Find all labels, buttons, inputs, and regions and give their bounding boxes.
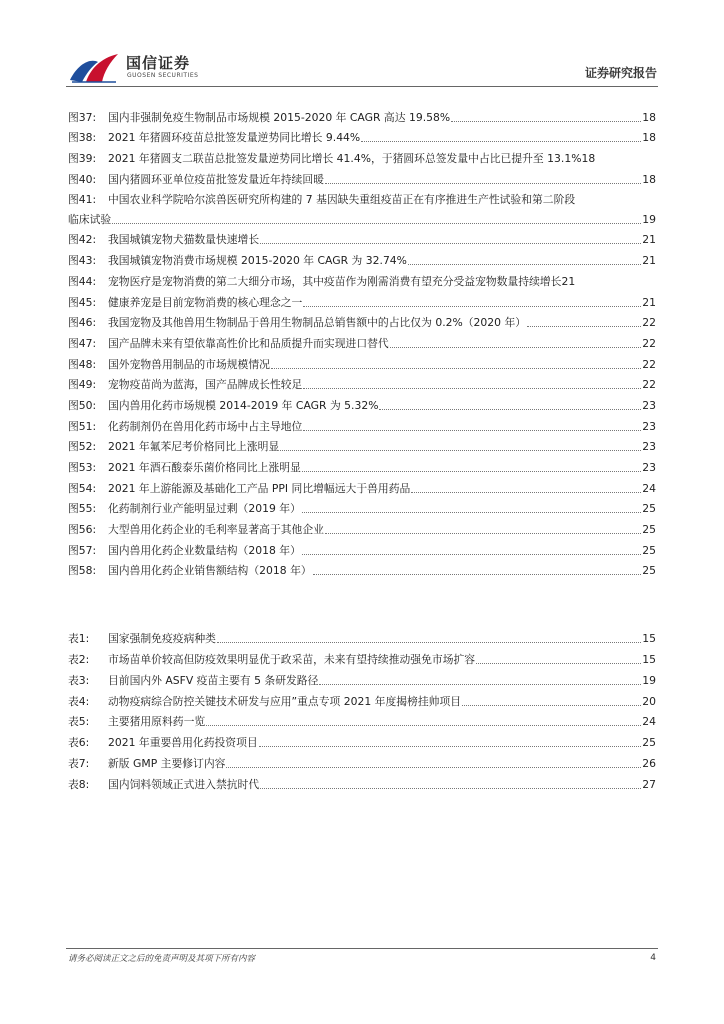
toc-row[interactable] — [68, 289, 656, 310]
toc-page: 23 — [642, 398, 656, 412]
toc-row[interactable] — [68, 625, 656, 646]
toc-title: 化药制剂仍在兽用化药市场中占主导地位 — [108, 419, 303, 433]
toc-title: 我国城镇宠物消费市场规模 2015-2020 年 CAGR 为 32.74% — [108, 254, 407, 268]
toc-number: 图43: — [68, 254, 97, 268]
toc-row[interactable] — [68, 537, 656, 558]
toc-leader — [302, 471, 641, 472]
toc-page: 23 — [642, 440, 656, 454]
toc-number: 表4: — [68, 694, 90, 708]
toc-page: 15 — [642, 631, 656, 645]
toc-number: 图58: — [68, 564, 97, 578]
toc-title-continued: 临床试验 — [68, 212, 112, 226]
header-divider — [66, 86, 658, 87]
toc-row[interactable] — [68, 166, 656, 187]
toc-leader — [303, 306, 641, 307]
toc-row[interactable] — [68, 709, 656, 730]
toc-page: 21 — [561, 274, 576, 288]
toc-leader — [325, 533, 641, 534]
toc-number: 图50: — [68, 398, 97, 412]
toc-page: 18 — [642, 172, 656, 186]
toc-leader — [390, 347, 642, 348]
toc-row[interactable] — [68, 516, 656, 537]
toc-row[interactable] — [68, 750, 656, 771]
toc-leader — [361, 141, 641, 142]
footer-divider — [66, 948, 658, 949]
toc-number: 表2: — [68, 652, 90, 666]
report-type-label: 证券研究报告 — [584, 66, 657, 80]
toc-page: 18 — [642, 110, 656, 124]
toc-title: 2021 年猪圆环疫苗总批签发量逆势同比增长 9.44% — [108, 131, 361, 145]
toc-page: 25 — [642, 523, 656, 537]
toc-page: 22 — [642, 357, 656, 371]
toc-page: 21 — [642, 295, 656, 309]
toc-number: 图49: — [68, 378, 97, 392]
table-toc — [68, 625, 656, 792]
toc-row[interactable] — [68, 667, 656, 688]
brand-name-en: GUOSEN SECURITIES — [127, 72, 199, 79]
toc-number: 图41: — [68, 192, 97, 206]
toc-page: 23 — [642, 461, 656, 474]
toc-title: 国内猪圆环亚单位疫苗批签发量近年持续回暖 — [108, 172, 324, 186]
toc-title: 国内兽用化药企业销售额结构（2018 年） — [108, 564, 312, 578]
toc-number: 图52: — [68, 440, 97, 454]
toc-title: 动物疫病综合防控关键技术研发与应用”重点专项 2021 年度揭榜挂帅项目 — [108, 694, 462, 708]
toc-number: 图45: — [68, 295, 97, 309]
toc-page: 19 — [642, 212, 656, 226]
toc-number: 表5: — [68, 715, 90, 729]
toc-title: 国内兽用化药企业数量结构（2018 年） — [108, 543, 301, 557]
toc-title: 2021 年氟苯尼考价格同比上涨明显 — [108, 440, 280, 454]
toc-number: 图57: — [68, 543, 97, 557]
toc-title: 主要猪用原料药一览 — [108, 715, 206, 729]
toc-number: 图51: — [68, 419, 97, 433]
toc-leader — [303, 388, 641, 389]
toc-number: 表3: — [68, 673, 90, 687]
toc-title: 我国城镇宠物犬猫数量快速增长 — [108, 233, 260, 247]
toc-leader — [303, 430, 641, 431]
toc-page: 25 — [642, 543, 656, 557]
toc-row[interactable] — [68, 475, 656, 496]
toc-number: 图42: — [68, 233, 97, 247]
toc-number: 表1: — [68, 631, 90, 645]
toc-page: 24 — [642, 715, 656, 729]
toc-number: 图46: — [68, 316, 97, 330]
toc-number: 表7: — [68, 757, 90, 771]
page-header — [0, 0, 724, 92]
toc-leader — [451, 121, 641, 122]
toc-number: 图44: — [68, 274, 97, 288]
toc-page: 15 — [642, 652, 656, 666]
toc-number: 图37: — [68, 110, 97, 124]
toc-title: 国外宠物兽用制品的市场规模情况 — [108, 357, 270, 371]
toc-row[interactable] — [68, 247, 656, 268]
toc-row[interactable] — [68, 104, 656, 125]
toc-leader — [217, 642, 641, 643]
toc-page: 18 — [642, 131, 656, 145]
toc-number: 图47: — [68, 336, 97, 350]
toc-title: 2021 年酒石酸泰乐菌价格同比上涨明显 — [108, 461, 301, 474]
toc-title: 新版 GMP 主要修订内容 — [108, 757, 226, 771]
toc-title: 2021 年猪圆支二联苗总批签发量逆势同比增长 41.4%，于猪圆环总签发量中占比已提升至 13.1% — [108, 152, 582, 166]
footer-disclaimer: 请务必阅读正文之后的免责声明及其项下所有内容 — [68, 954, 256, 964]
toc-page: 23 — [642, 419, 656, 433]
figure-toc — [68, 104, 656, 578]
toc-leader — [476, 663, 641, 664]
toc-row[interactable] — [68, 496, 656, 517]
toc-title: 国内兽用化药市场规模 2014-2019 年 CAGR 为 5.32% — [108, 398, 379, 412]
toc-leader — [302, 554, 641, 555]
toc-title: 国家强制免疫疫病种类 — [108, 631, 216, 645]
toc-page: 22 — [642, 316, 656, 330]
toc-leader — [527, 326, 641, 327]
toc-page: 19 — [642, 673, 656, 687]
toc-title: 2021 年重要兽用化药投资项目 — [108, 736, 258, 750]
toc-page: 22 — [642, 336, 656, 350]
toc-number: 图55: — [68, 502, 97, 516]
toc-page: 21 — [642, 233, 656, 247]
toc-row[interactable] — [68, 413, 656, 434]
guosen-logo-icon — [68, 50, 120, 84]
page-number: 4 — [650, 953, 656, 963]
toc-row[interactable] — [68, 558, 656, 579]
toc-leader — [408, 264, 641, 265]
toc-row[interactable] — [68, 227, 656, 248]
toc-row[interactable] — [68, 771, 656, 792]
toc-title: 我国宠物及其他兽用生物制品于兽用生物制品总销售额中的占比仅为 0.2%（2020 年） — [108, 316, 527, 330]
brand-name: 国信证券 — [126, 54, 191, 72]
toc-row[interactable] — [68, 330, 656, 351]
toc-number: 表8: — [68, 778, 90, 792]
toc-title: 宠物疫苗尚为蓝海，国产品牌成长性较足 — [108, 378, 303, 392]
toc-row[interactable] — [68, 646, 656, 667]
toc-title: 化药制剂行业产能明显过剩（2019 年） — [108, 502, 301, 516]
toc-row[interactable] — [68, 392, 656, 413]
toc-page: 25 — [642, 564, 656, 578]
toc-leader — [260, 243, 641, 244]
toc-row[interactable] — [68, 125, 656, 146]
toc-leader — [319, 684, 641, 685]
toc-page: 25 — [642, 502, 656, 516]
toc-leader — [411, 492, 641, 493]
toc-row[interactable] — [68, 310, 656, 331]
toc-number: 图40: — [68, 172, 97, 186]
toc-title: 大型兽用化药企业的毛利率显著高于其他企业 — [108, 523, 324, 537]
toc-page: 20 — [642, 694, 656, 708]
toc-title: 中国农业科学院哈尔滨兽医研究所构建的 7 基因缺失重组疫苗正在有序推进生产性试验和第二阶段 — [108, 192, 576, 206]
toc-page: 27 — [642, 778, 656, 792]
toc-leader — [379, 409, 641, 410]
toc-row[interactable] — [68, 729, 656, 750]
toc-row[interactable] — [68, 434, 656, 455]
toc-page: 24 — [642, 481, 656, 495]
toc-leader — [259, 746, 642, 747]
toc-leader — [462, 705, 641, 706]
toc-row[interactable] — [68, 145, 656, 166]
toc-leader — [302, 512, 641, 513]
toc-row[interactable] — [68, 187, 656, 227]
toc-leader — [112, 223, 641, 224]
toc-row[interactable] — [68, 372, 656, 393]
toc-page: 25 — [642, 736, 656, 750]
toc-row[interactable] — [68, 268, 656, 289]
toc-number: 图48: — [68, 357, 97, 371]
toc-number: 图54: — [68, 481, 97, 495]
toc-number: 图53: — [68, 461, 97, 474]
toc-row[interactable] — [68, 454, 656, 475]
toc-title: 宠物医疗是宠物消费的第二大细分市场，其中疫苗作为刚需消费有望充分受益宠物数量持续增长 — [108, 274, 562, 288]
toc-page: 22 — [642, 378, 656, 392]
toc-number: 图56: — [68, 523, 97, 537]
toc-page: 26 — [642, 757, 656, 771]
toc-title: 健康养宠是目前宠物消费的核心理念之一 — [108, 295, 303, 309]
toc-number: 图39: — [68, 152, 97, 166]
toc-title: 市场苗单价较高但防疫效果明显优于政采苗，未来有望持续推动强免市场扩容 — [108, 652, 476, 666]
toc-row[interactable] — [68, 351, 656, 372]
toc-number: 表6: — [68, 736, 90, 750]
toc-leader — [325, 183, 641, 184]
toc-title: 目前国内外 ASFV 疫苗主要有 5 条研发路径 — [108, 673, 319, 687]
toc-title: 国内非强制免疫生物制品市场规模 2015-2020 年 CAGR 高达 19.58% — [108, 110, 451, 124]
toc-leader — [313, 574, 642, 575]
toc-title: 国产品牌未来有望依靠高性价比和品质提升而实现进口替代 — [108, 336, 389, 350]
toc-page: 18 — [581, 152, 596, 166]
toc-page: 21 — [642, 254, 656, 268]
toc-leader — [260, 788, 641, 789]
toc-row[interactable] — [68, 688, 656, 709]
toc-title: 2021 年上游能源及基础化工产品 PPI 同比增幅远大于兽用药品 — [108, 481, 411, 495]
toc-leader — [280, 450, 641, 451]
toc-leader — [226, 767, 641, 768]
toc-number: 图38: — [68, 131, 97, 145]
toc-title: 国内饲料领域正式进入禁抗时代 — [108, 778, 260, 792]
toc-leader — [271, 368, 641, 369]
toc-leader — [206, 725, 641, 726]
